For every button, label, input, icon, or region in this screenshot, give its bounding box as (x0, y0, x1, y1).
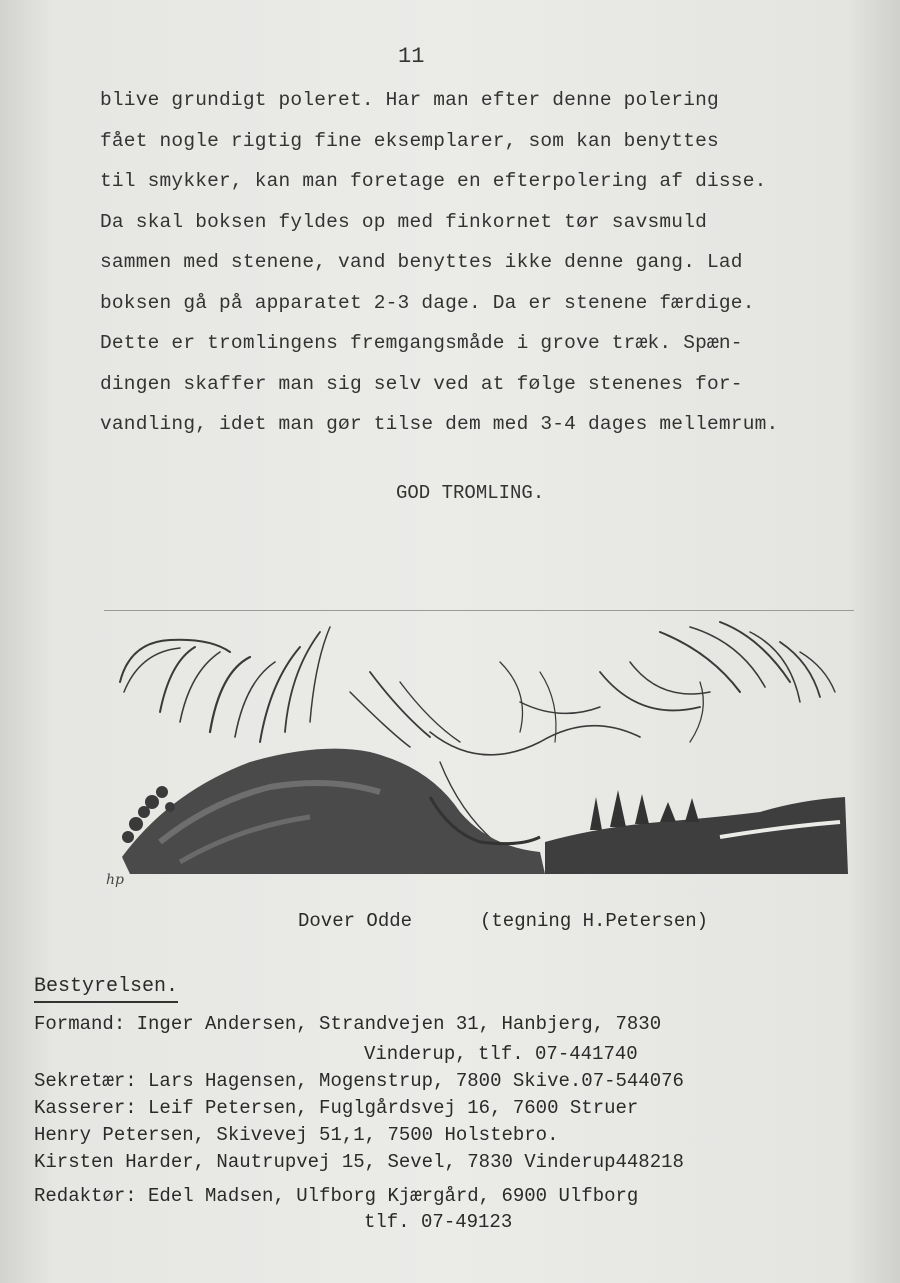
closing-line: GOD TROMLING. (396, 482, 545, 504)
body-line: sammen med stenene, vand benyttes ikke denne gang. Lad (100, 251, 743, 273)
landscape-drawing (100, 612, 860, 902)
body-paragraph (100, 80, 880, 445)
artist-signature: hp (106, 872, 124, 888)
illustration-caption-place: Dover Odde (298, 910, 413, 932)
board-line-redaktoer: Redaktør: Edel Madsen, Ulfborg Kjærgård, 6900 Ulfborg (34, 1185, 639, 1207)
board-line-member: Kirsten Harder, Nautrupvej 15, Sevel, 7830 Vinderup448218 (34, 1151, 684, 1173)
body-line: blive grundigt poleret. Har man efter denne polering (100, 89, 719, 111)
board-line-member: Henry Petersen, Skivevej 51,1, 7500 Holstebro. (34, 1124, 559, 1146)
body-line: boksen gå på apparatet 2-3 dage. Da er stenene færdige. (100, 291, 755, 314)
board-line-kasserer: Kasserer: Leif Petersen, Fuglgårdsvej 16, 7600 Struer (34, 1097, 639, 1119)
body-line: Da skal boksen fyldes op med finkornet tør savsmuld (100, 210, 707, 233)
body-line: fået nogle rigtig fine eksemplarer, som kan benyttes (100, 129, 719, 152)
board-line-formand-cont: Vinderup, tlf. 07-441740 (364, 1043, 638, 1065)
board-heading: Bestyrelsen. (34, 975, 178, 1003)
board-line-sekretaer: Sekretær: Lars Hagensen, Mogenstrup, 7800 Skive.07-544076 (34, 1070, 684, 1092)
body-line: til smykker, kan man foretage en efterpolering af disse. (100, 170, 767, 192)
body-line: Dette er tromlingens fremgangsmåde i grove træk. Spæn- (100, 332, 743, 354)
body-line: dingen skaffer man sig selv ved at følge stenenes for- (100, 372, 743, 395)
board-line-formand: Formand: Inger Andersen, Strandvejen 31, Hanbjerg, 7830 (34, 1013, 662, 1035)
board-line-redaktoer-cont: tlf. 07-49123 (364, 1211, 513, 1233)
page-number: 11 (398, 44, 425, 69)
body-line: vandling, idet man gør tilse dem med 3-4 dages mellemrum. (100, 413, 779, 435)
illustration-top-rule (104, 610, 854, 611)
illustration-caption-credit: (tegning H.Petersen) (480, 910, 709, 932)
